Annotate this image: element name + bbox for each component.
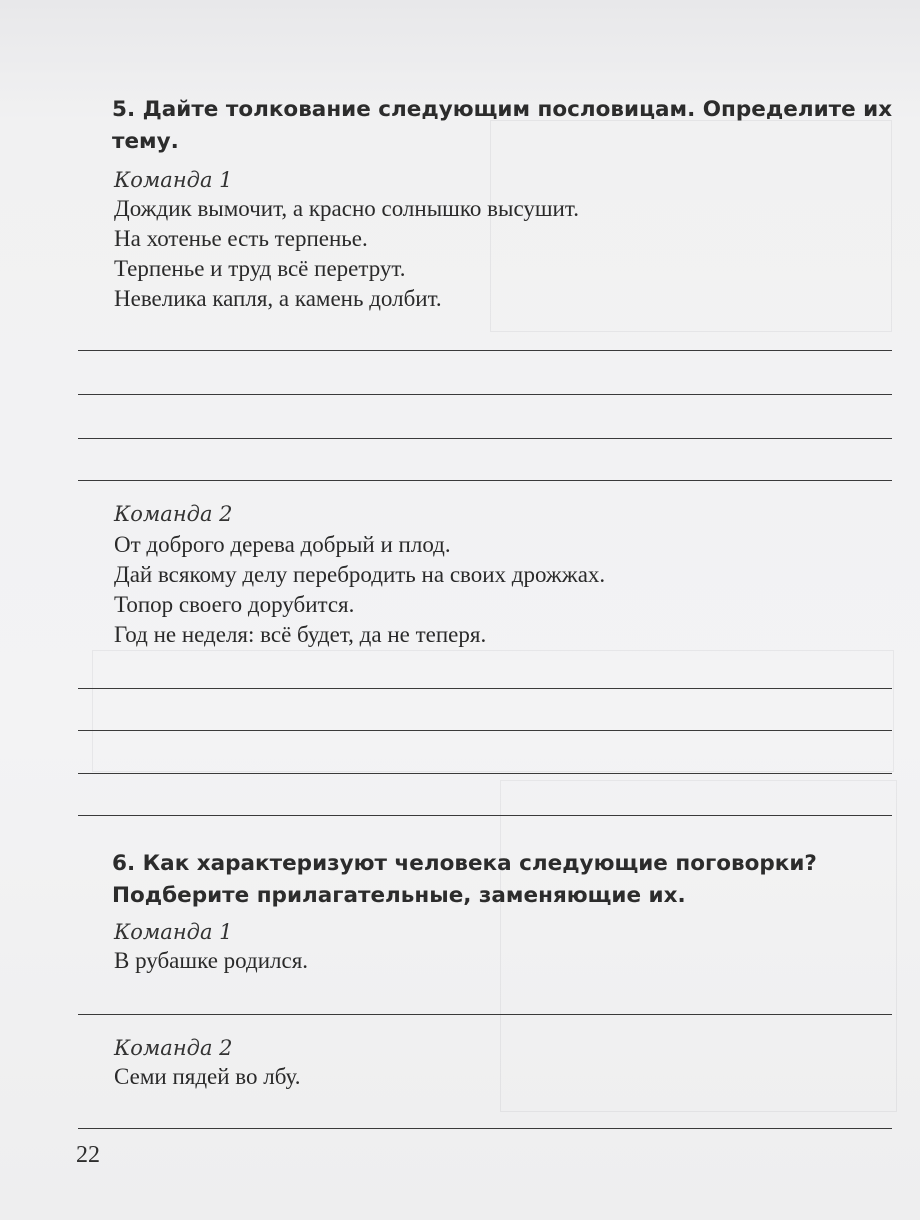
task5-team2-proverb: Год не неделя: всё будет, да не теперя.	[114, 622, 487, 647]
answer-line[interactable]	[78, 815, 892, 816]
task6-team1-label: Команда 1	[114, 920, 233, 944]
task5-team1-proverb: Дождик вымочит, а красно солнышко высушит.	[114, 196, 579, 221]
task6-team2-saying: Семи пядей во лбу.	[114, 1064, 301, 1089]
task5-team2-proverb: Топор своего дорубится.	[114, 592, 355, 617]
task6-heading: 6. Как характеризуют человека следующие поговорки? Подберите прилагательные, заменяющие их.	[112, 851, 817, 908]
task5-heading: 5. Дайте толкование следующим пословицам. Определите их тему.	[112, 97, 893, 154]
task5-team2-proverb: Дай всякому делу перебродить на своих дрожжах.	[114, 562, 606, 587]
task5-team1-label: Команда 1	[114, 168, 233, 192]
task5-team1-proverb: На хотенье есть терпенье.	[114, 226, 368, 251]
task5-team2-proverb: От доброго дерева добрый и плод.	[114, 532, 451, 557]
bleed-through-table	[92, 650, 894, 772]
answer-line[interactable]	[78, 730, 892, 731]
task5-team1-proverb: Терпенье и труд всё перетрут.	[114, 256, 406, 281]
answer-line[interactable]	[78, 688, 892, 689]
answer-line[interactable]	[78, 1014, 892, 1015]
answer-line[interactable]	[78, 438, 892, 439]
answer-line[interactable]	[78, 1128, 892, 1129]
page-number: 22	[76, 1142, 100, 1168]
answer-line[interactable]	[78, 773, 892, 774]
task5-team1-proverb: Невелика капля, а камень долбит.	[114, 286, 442, 311]
task6-team1-saying: В рубашке родился.	[114, 948, 309, 973]
task5-team2-label: Команда 2	[114, 502, 233, 526]
answer-line[interactable]	[78, 394, 892, 395]
answer-line[interactable]	[78, 350, 892, 351]
task6-team2-label: Команда 2	[114, 1036, 233, 1060]
bleed-through-table	[500, 780, 897, 1112]
answer-line[interactable]	[78, 480, 892, 481]
